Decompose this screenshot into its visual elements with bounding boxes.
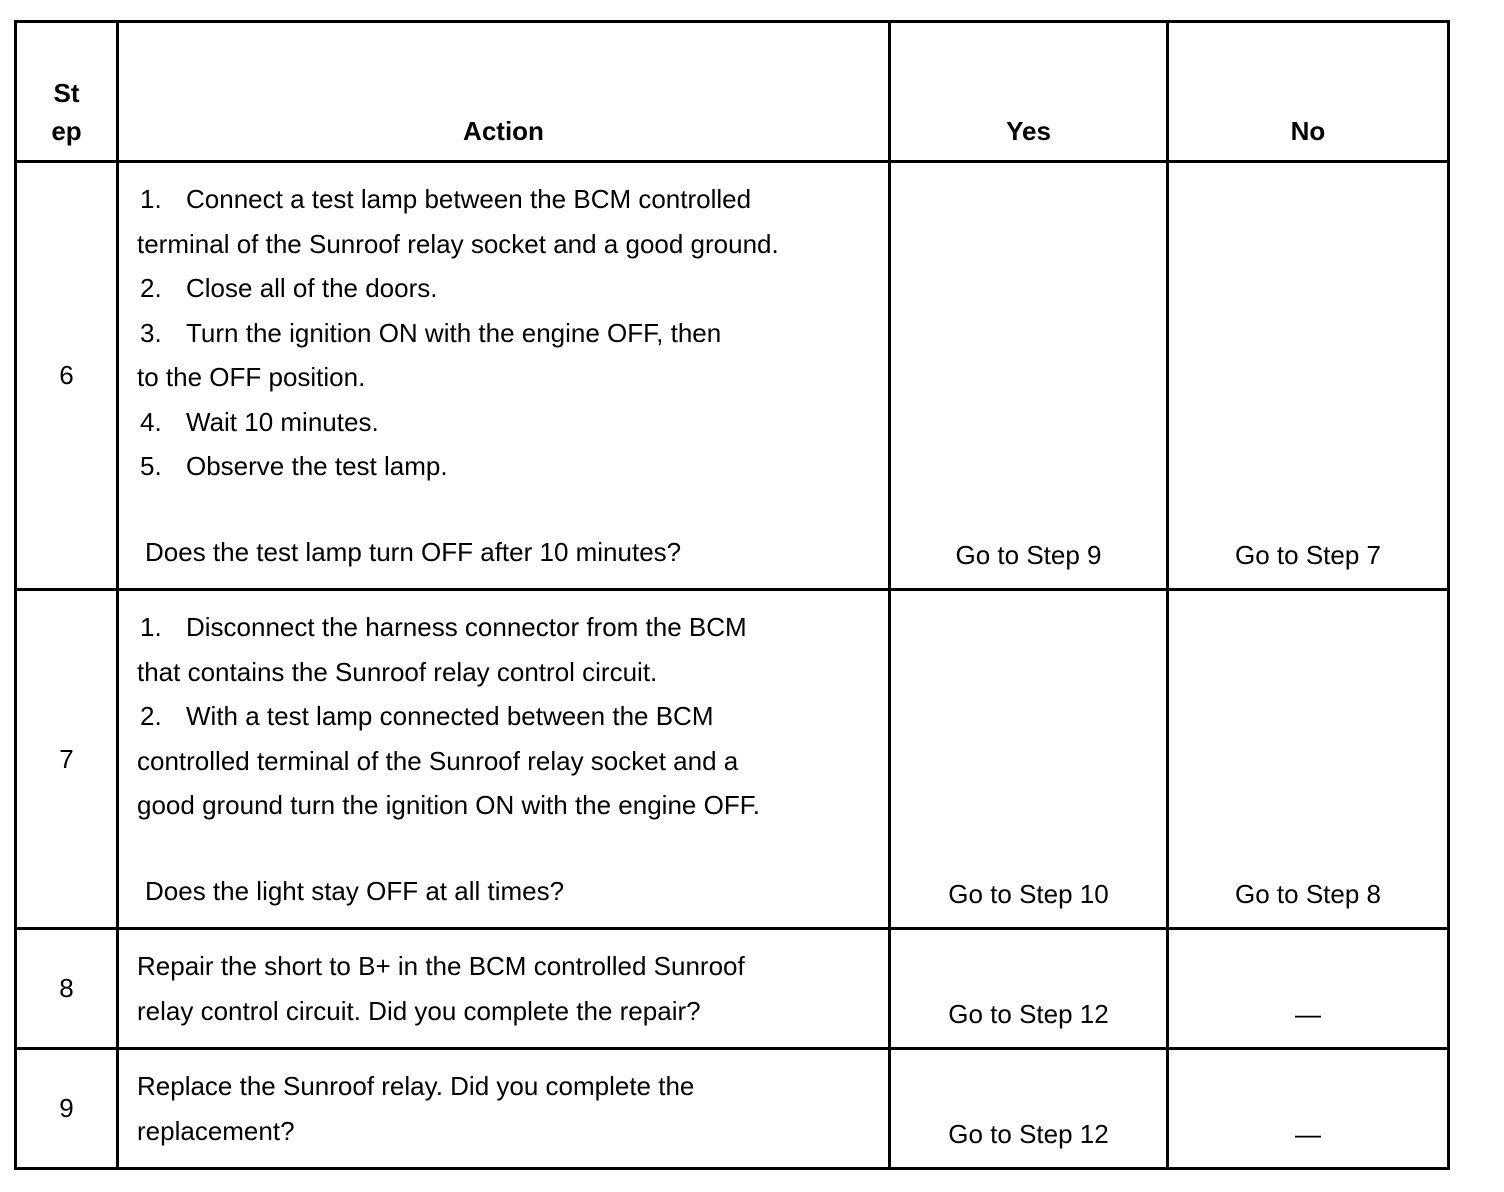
action-line: Repair the short to B+ in the BCM controlled Sunroof <box>137 951 745 981</box>
no-cell <box>1168 590 1449 929</box>
table-row-step-7 <box>16 590 1449 929</box>
header-yes: Yes <box>890 22 1168 162</box>
no-answer: — <box>1295 999 1321 1029</box>
action-line: good ground turn the ignition ON with the engine OFF. <box>137 790 760 820</box>
no-answer: — <box>1295 1119 1321 1149</box>
step-number: 7 <box>16 590 118 929</box>
diagnostic-table <box>14 20 1450 1170</box>
action-line: 4. Wait 10 minutes. <box>140 406 379 437</box>
yes-answer: Go to Step 12 <box>948 1119 1109 1149</box>
no-cell <box>1168 929 1449 1049</box>
no-cell <box>1168 1049 1449 1169</box>
action-line: controlled terminal of the Sunroof relay socket and a <box>137 745 739 776</box>
table-row-step-9 <box>16 1049 1449 1169</box>
yes-cell <box>890 929 1168 1049</box>
header-step-line2: ep <box>51 116 82 146</box>
action-line: 2. Close all of the doors. <box>140 273 438 303</box>
yes-answer: Go to Step 9 <box>955 540 1102 570</box>
yes-answer: Go to Step 12 <box>948 999 1109 1029</box>
header-step <box>16 22 118 162</box>
step-number: 8 <box>16 929 118 1049</box>
action-line: that contains the Sunroof relay control circuit. <box>137 656 658 687</box>
action-line: relay control circuit. Did you complete the repair? <box>137 995 701 1026</box>
action-line: 3. Turn the ignition ON with the engine OFF, then <box>140 317 722 348</box>
step-number: 6 <box>16 162 118 590</box>
action-question: Does the light stay OFF at all times? <box>145 875 565 906</box>
header-row <box>16 22 1449 162</box>
action-cell <box>118 1049 890 1169</box>
header-step-line1: St <box>53 78 80 108</box>
action-line: replacement? <box>137 1115 295 1146</box>
yes-answer: Go to Step 10 <box>948 879 1109 909</box>
action-line: 1. Disconnect the harness connector from the BCM <box>140 612 747 642</box>
action-cell <box>118 590 890 929</box>
action-question: Does the test lamp turn OFF after 10 minutes? <box>145 536 682 567</box>
yes-cell <box>890 590 1168 929</box>
header-action: Action <box>118 22 890 162</box>
action-line: 2. With a test lamp connected between the BCM <box>140 701 714 731</box>
no-answer: Go to Step 7 <box>1235 540 1381 570</box>
no-cell <box>1168 162 1449 590</box>
action-line: to the OFF position. <box>137 362 366 392</box>
yes-cell <box>890 162 1168 590</box>
action-line: 5. Observe the test lamp. <box>140 451 448 481</box>
yes-cell <box>890 1049 1168 1169</box>
action-line: 1. Connect a test lamp between the BCM controlled <box>140 184 752 214</box>
table-row-step-6 <box>16 162 1449 590</box>
action-line: terminal of the Sunroof relay socket and a good ground. <box>137 228 779 259</box>
action-line: Replace the Sunroof relay. Did you complete the <box>137 1071 695 1101</box>
table-row-step-8 <box>16 929 1449 1049</box>
step-number: 9 <box>16 1049 118 1169</box>
no-answer: Go to Step 8 <box>1235 879 1381 909</box>
action-cell <box>118 929 890 1049</box>
header-no: No <box>1168 22 1449 162</box>
action-cell <box>118 162 890 590</box>
